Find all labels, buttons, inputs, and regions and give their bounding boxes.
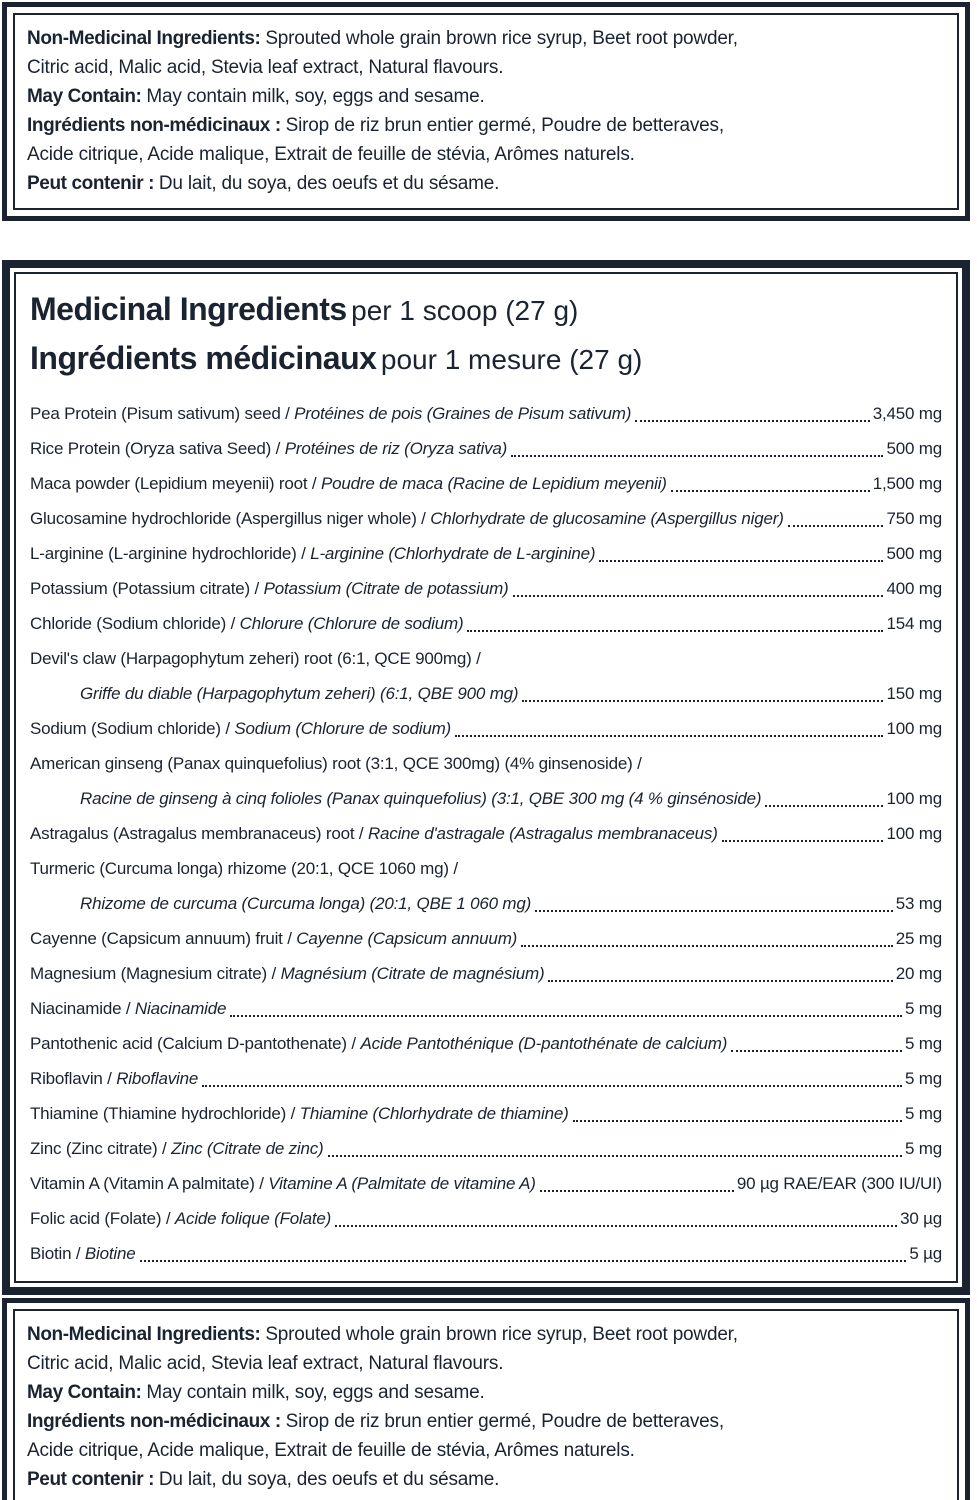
ingredient-name-fr: Protéines de pois (Graines de Pisum sativum) bbox=[294, 404, 632, 423]
ingredient-row bbox=[30, 431, 942, 466]
non-medicinal-box-bottom bbox=[2, 1298, 970, 1500]
ingredient-name: Astragalus (Astragalus membranaceus) root / Racine d'astragale (Astragalus membranaceus) bbox=[30, 824, 718, 843]
ingredient-amount: 20 mg bbox=[895, 964, 942, 983]
ingredient-row bbox=[30, 501, 942, 536]
ingredient-name-fr: Rhizome de curcuma (Curcuma longa) (20:1, QBE 1 060 mg) bbox=[80, 894, 532, 913]
ingredient-row bbox=[30, 921, 942, 956]
ingredient-amount: 25 mg bbox=[895, 929, 942, 948]
ingredient-row bbox=[30, 886, 942, 921]
ingredient-row bbox=[30, 956, 942, 991]
dotted-leader bbox=[511, 455, 883, 457]
ingredient-row bbox=[30, 851, 942, 886]
ingredient-name: Cayenne (Capsicum annuum) fruit / Cayenne (Capsicum annuum) bbox=[30, 929, 518, 948]
dotted-leader bbox=[765, 805, 883, 807]
ingredient-row bbox=[30, 536, 942, 571]
ingredient-row bbox=[30, 396, 942, 431]
dotted-leader bbox=[635, 420, 870, 422]
non-medicinal-box-top bbox=[2, 2, 970, 221]
ingredient-amount: 1,500 mg bbox=[872, 474, 942, 493]
ingredient-name-fr: Potassium (Citrate de potassium) bbox=[263, 579, 509, 598]
ingredient-name: Potassium (Potassium citrate) / Potassium (Citrate de potassium) bbox=[30, 579, 509, 598]
ingredient-paragraph-label: Ingrédients non-médicinaux : bbox=[27, 1411, 286, 1432]
ingredient-row bbox=[30, 1236, 942, 1271]
dotted-leader bbox=[328, 1155, 903, 1157]
ingredient-amount: 154 mg bbox=[886, 614, 942, 633]
ingredient-name: Thiamine (Thiamine hydrochloride) / Thiamine (Chlorhydrate de thiamine) bbox=[30, 1104, 569, 1123]
ingredient-table bbox=[30, 396, 942, 1271]
ingredient-amount: 400 mg bbox=[886, 579, 942, 598]
ingredient-name-fr: Acide Pantothénique (D-pantothénate de calcium) bbox=[360, 1034, 728, 1053]
ingredient-amount: 5 mg bbox=[905, 1069, 942, 1088]
dotted-leader bbox=[202, 1085, 902, 1087]
ingredient-amount: 500 mg bbox=[886, 544, 942, 563]
ingredient-paragraph: Non-Medicinal Ingredients: Sprouted whole grain brown rice syrup, Beet root powder, Citric acid, Malic acid, Stevia leaf extract, Natural flavours. bbox=[27, 28, 738, 78]
ingredient-paragraph-label: Ingrédients non-médicinaux : bbox=[27, 115, 286, 136]
ingredient-name: Folic acid (Folate) / Acide folique (Folate) bbox=[30, 1209, 332, 1228]
non-medicinal-content-top bbox=[13, 13, 959, 210]
ingredient-paragraph: Non-Medicinal Ingredients: Sprouted whole grain brown rice syrup, Beet root powder, Citric acid, Malic acid, Stevia leaf extract, Natural flavours. bbox=[27, 1324, 738, 1374]
dotted-leader bbox=[140, 1260, 907, 1262]
ingredient-name-fr: Chlorure (Chlorure de sodium) bbox=[239, 614, 464, 633]
ingredient-name-fr: Acide folique (Folate) bbox=[174, 1209, 332, 1228]
medicinal-title-line-en bbox=[30, 288, 942, 337]
ingredient-paragraph-label: Peut contenir : bbox=[27, 173, 159, 194]
ingredient-amount: 90 µg RAE/EAR (300 IU/UI) bbox=[736, 1174, 942, 1193]
ingredient-paragraph: Ingrédients non-médicinaux : Sirop de riz brun entier germé, Poudre de betteraves, Acide citrique, Acide malique, Extrait de feuille de stévia, Arômes naturels. bbox=[27, 115, 724, 165]
ingredient-amount: 3,450 mg bbox=[872, 404, 942, 423]
ingredient-row bbox=[30, 991, 942, 1026]
ingredient-name-fr: Poudre de maca (Racine de Lepidium meyenii) bbox=[320, 474, 667, 493]
ingredient-amount: 30 µg bbox=[900, 1209, 942, 1228]
ingredient-name: Maca powder (Lepidium meyenii) root / Poudre de maca (Racine de Lepidium meyenii) bbox=[30, 474, 667, 493]
dotted-leader bbox=[540, 1190, 734, 1192]
ingredient-name: Niacinamide / Niacinamide bbox=[30, 999, 227, 1018]
ingredient-name: Pantothenic acid (Calcium D-pantothenate) / Acide Pantothénique (D-pantothénate de calcium) bbox=[30, 1034, 728, 1053]
ingredient-name-en: Devil's claw (Harpagophytum zeheri) root (6:1, QCE 900mg) / bbox=[30, 649, 481, 668]
ingredient-name: L-arginine (L-arginine hydrochloride) / L-arginine (Chlorhydrate de L-arginine) bbox=[30, 544, 596, 563]
medicinal-header bbox=[30, 288, 942, 386]
ingredient-name-fr: Chlorhydrate de glucosamine (Aspergillus niger) bbox=[430, 509, 784, 528]
dotted-leader bbox=[522, 700, 883, 702]
ingredient-amount: 100 mg bbox=[886, 719, 942, 738]
ingredient-name-fr: Zinc (Citrate de zinc) bbox=[171, 1139, 324, 1158]
dotted-leader bbox=[788, 525, 884, 527]
ingredient-row bbox=[30, 1061, 942, 1096]
ingredient-name: Sodium (Sodium chloride) / Sodium (Chlorure de sodium) bbox=[30, 719, 452, 738]
ingredient-name-fr: Racine de ginseng à cinq folioles (Panax quinquefolius) (3:1, QBE 300 mg (4 % ginsénoside) bbox=[80, 789, 762, 808]
ingredient-name-fr: Protéines de riz (Oryza sativa) bbox=[284, 439, 508, 458]
ingredient-row bbox=[30, 711, 942, 746]
ingredient-paragraph-label: Non-Medicinal Ingredients: bbox=[27, 28, 266, 49]
ingredient-row bbox=[30, 1131, 942, 1166]
dotted-leader bbox=[573, 1120, 902, 1122]
ingredient-amount: 750 mg bbox=[886, 509, 942, 528]
ingredient-row bbox=[30, 746, 942, 781]
dotted-leader bbox=[671, 490, 870, 492]
dotted-leader bbox=[230, 1015, 902, 1017]
ingredient-paragraph: Ingrédients non-médicinaux : Sirop de riz brun entier germé, Poudre de betteraves, Acide citrique, Acide malique, Extrait de feuille de stévia, Arômes naturels. bbox=[27, 1411, 724, 1461]
ingredient-name: Rice Protein (Oryza sativa Seed) / Protéines de riz (Oryza sativa) bbox=[30, 439, 508, 458]
ingredient-paragraph-label: Non-Medicinal Ingredients: bbox=[27, 1324, 266, 1345]
ingredient-amount: 5 mg bbox=[905, 1104, 942, 1123]
ingredient-amount: 100 mg bbox=[886, 789, 942, 808]
medicinal-serving-fr: pour 1 mesure (27 g) bbox=[380, 344, 643, 375]
dotted-leader bbox=[731, 1050, 902, 1052]
ingredient-paragraph: Peut contenir : Du lait, du soya, des oeufs et du sésame. bbox=[27, 1469, 500, 1490]
medicinal-title-fr: Ingrédients médicinaux bbox=[30, 340, 377, 376]
ingredient-name-fr: Griffe du diable (Harpagophytum zeheri) (6:1, QBE 900 mg) bbox=[80, 684, 519, 703]
ingredient-name-fr: Cayenne (Capsicum annuum) bbox=[296, 929, 518, 948]
medicinal-ingredients-content bbox=[14, 272, 958, 1283]
dotted-leader bbox=[335, 1225, 897, 1227]
ingredient-paragraph: Peut contenir : Du lait, du soya, des oeufs et du sésame. bbox=[27, 173, 500, 194]
dotted-leader bbox=[599, 560, 883, 562]
ingredient-name: Pea Protein (Pisum sativum) seed / Protéines de pois (Graines de Pisum sativum) bbox=[30, 404, 632, 423]
dotted-leader bbox=[722, 840, 884, 842]
ingredient-row bbox=[30, 641, 942, 676]
dotted-leader bbox=[513, 595, 884, 597]
medicinal-title-en: Medicinal Ingredients bbox=[30, 291, 347, 327]
ingredient-name: Zinc (Zinc citrate) / Zinc (Citrate de zinc) bbox=[30, 1139, 324, 1158]
ingredient-row bbox=[30, 1026, 942, 1061]
ingredient-name: Riboflavin / Riboflavine bbox=[30, 1069, 199, 1088]
dotted-leader bbox=[535, 910, 893, 912]
ingredient-amount: 100 mg bbox=[886, 824, 942, 843]
ingredient-row bbox=[30, 781, 942, 816]
ingredient-paragraph-label: May Contain: bbox=[27, 86, 147, 107]
medicinal-ingredients-box bbox=[2, 260, 970, 1295]
ingredient-paragraph: May Contain: May contain milk, soy, eggs and sesame. bbox=[27, 1382, 485, 1403]
ingredient-name-fr: Niacinamide bbox=[134, 999, 227, 1018]
dotted-leader bbox=[455, 735, 883, 737]
ingredient-name-fr: L-arginine (Chlorhydrate de L-arginine) bbox=[310, 544, 596, 563]
ingredient-name-fr: Magnésium (Citrate de magnésium) bbox=[280, 964, 545, 983]
dotted-leader bbox=[521, 945, 893, 947]
ingredient-amount: 5 µg bbox=[909, 1244, 942, 1263]
ingredient-name: Glucosamine hydrochloride (Aspergillus niger whole) / Chlorhydrate de glucosamine (Aspergillus niger) bbox=[30, 509, 784, 528]
ingredient-name: Biotin / Biotine bbox=[30, 1244, 136, 1263]
ingredient-amount: 500 mg bbox=[886, 439, 942, 458]
dotted-leader bbox=[548, 980, 892, 982]
ingredient-row bbox=[30, 1096, 942, 1131]
ingredient-row bbox=[30, 466, 942, 501]
ingredient-row bbox=[30, 1201, 942, 1236]
supplement-facts-label bbox=[0, 2, 977, 1500]
medicinal-title-line-fr bbox=[30, 337, 942, 386]
ingredient-name: Magnesium (Magnesium citrate) / Magnésium (Citrate de magnésium) bbox=[30, 964, 545, 983]
ingredient-paragraph: May Contain: May contain milk, soy, eggs and sesame. bbox=[27, 86, 485, 107]
ingredient-amount: 5 mg bbox=[905, 999, 942, 1018]
dotted-leader bbox=[467, 630, 883, 632]
ingredient-row bbox=[30, 571, 942, 606]
ingredient-name-fr: Riboflavine bbox=[116, 1069, 199, 1088]
non-medicinal-content-bottom bbox=[13, 1309, 959, 1500]
ingredient-name-en: Turmeric (Curcuma longa) rhizome (20:1, QCE 1060 mg) / bbox=[30, 859, 458, 878]
ingredient-amount: 5 mg bbox=[905, 1139, 942, 1158]
ingredient-row bbox=[30, 606, 942, 641]
ingredient-name-fr: Sodium (Chlorure de sodium) bbox=[234, 719, 452, 738]
ingredient-row bbox=[30, 1166, 942, 1201]
ingredient-name: Chloride (Sodium chloride) / Chlorure (Chlorure de sodium) bbox=[30, 614, 464, 633]
ingredient-name-fr: Thiamine (Chlorhydrate de thiamine) bbox=[299, 1104, 569, 1123]
ingredient-name-fr: Biotine bbox=[84, 1244, 136, 1263]
ingredient-row bbox=[30, 676, 942, 711]
ingredient-name-fr: Vitamine A (Palmitate de vitamine A) bbox=[268, 1174, 536, 1193]
ingredient-paragraph-label: May Contain: bbox=[27, 1382, 147, 1403]
ingredient-amount: 150 mg bbox=[886, 684, 942, 703]
ingredient-amount: 5 mg bbox=[905, 1034, 942, 1053]
ingredient-amount: 53 mg bbox=[895, 894, 942, 913]
ingredient-paragraph-label: Peut contenir : bbox=[27, 1469, 159, 1490]
ingredient-name: Vitamin A (Vitamin A palmitate) / Vitamine A (Palmitate de vitamine A) bbox=[30, 1174, 536, 1193]
ingredient-row bbox=[30, 816, 942, 851]
medicinal-serving-en: per 1 scoop (27 g) bbox=[351, 295, 579, 326]
ingredient-name-fr: Racine d'astragale (Astragalus membranaceus) bbox=[367, 824, 718, 843]
ingredient-name-en: American ginseng (Panax quinquefolius) root (3:1, QCE 300mg) (4% ginsenoside) / bbox=[30, 754, 642, 773]
